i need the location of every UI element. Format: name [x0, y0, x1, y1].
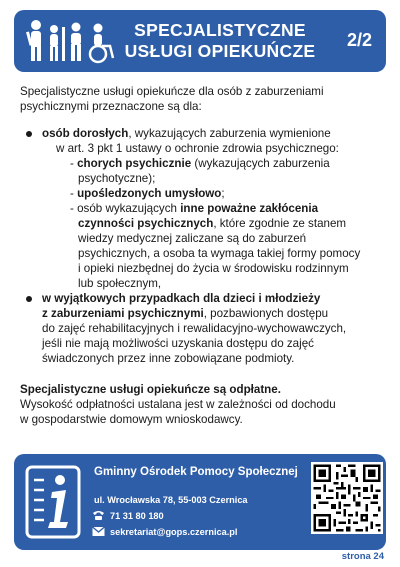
main-content — [20, 84, 382, 427]
sub-line: psychotyczne); — [78, 172, 156, 185]
bullet-line — [42, 291, 382, 306]
sub-line: lub społecznym, — [78, 277, 162, 290]
sub-line: wiedzy medycznej zaliczane są do zaburzeń — [78, 232, 307, 245]
info-document-icon — [24, 464, 82, 540]
text: (wykazujących zaburzenia — [191, 157, 330, 170]
payment-note — [20, 382, 382, 427]
title-line-1: SPECJALISTYCZNE — [134, 20, 306, 40]
email-text[interactable]: sekretariat@gops.czernica.pl — [110, 527, 238, 537]
text: , wykazujących zaburzenia wymienione — [128, 127, 331, 140]
organization-name: Gminny Ośrodek Pomocy Społecznej — [94, 466, 298, 478]
payment-heading — [20, 382, 382, 397]
text: , które zgodnie ze stanem — [213, 217, 347, 230]
sub-line — [70, 156, 382, 171]
header-banner — [14, 10, 386, 72]
intro-line: psychicznymi przeznaczone są dla: — [20, 100, 202, 113]
bold-text: w wyjątkowych przypadkach dla dzieci i młodzieży — [42, 292, 321, 305]
bold-text: upośledzonych umysłowo — [77, 187, 222, 200]
intro-line: Specjalistyczne usługi opiekuńcze dla osób z zaburzeniami — [20, 85, 324, 98]
text: ; — [221, 187, 225, 200]
title-line-2: USŁUGI OPIEKUŃCZE — [124, 41, 316, 61]
sub-line — [70, 201, 382, 216]
payment-line: w gospodarstwie domowym wnioskodawcy. — [20, 413, 243, 426]
bullet-line: świadczonych przez inne zobowiązane podmioty. — [42, 352, 295, 365]
bold-text: chorych psychicznie — [77, 157, 192, 170]
bold-text: inne poważne zakłócenia — [180, 202, 319, 215]
dash: - — [70, 187, 78, 200]
sub-item-other-disorders — [70, 201, 382, 291]
bold-text: czynności psychicznych — [78, 217, 214, 230]
payment-line: Wysokość odpłatności ustalana jest w zależności od dochodu — [20, 398, 336, 411]
contact-footer — [14, 454, 386, 550]
sub-item-mental-illness — [70, 156, 382, 186]
page-number: strona 24 — [341, 551, 384, 562]
people-disability-icon — [24, 18, 116, 64]
sub-line: i opieki niezbędnej do życia w środowisku rodzinnym — [78, 262, 349, 275]
list-item-children — [20, 291, 382, 366]
bullet-line — [42, 126, 382, 141]
text: - osób wykazujących — [70, 202, 181, 215]
bullet-line: jeśli nie mają możliwości uzyskania dostępu do zajęć — [42, 337, 314, 350]
bullet-line: do zajęć rehabilitacyjnych i rewalidacyjno-wychowawczych, — [42, 322, 347, 335]
intro-paragraph — [20, 84, 382, 114]
sub-line — [70, 186, 382, 201]
sub-line: psychicznych, a osoba ta wymaga takiej formy pomocy — [78, 247, 361, 260]
sub-line — [70, 216, 382, 231]
phone-number[interactable] — [94, 511, 164, 521]
qr-code — [311, 462, 383, 534]
text: , pozbawionych dostępu — [203, 307, 329, 320]
page-indicator: 2/2 — [346, 30, 372, 50]
bold-text: z zaburzeniami psychicznymi — [42, 307, 204, 320]
email-address[interactable] — [94, 527, 237, 537]
bullet-line: w art. 3 pkt 1 ustawy o ochronie zdrowia psychicznego: — [56, 142, 339, 155]
eligibility-list — [20, 126, 382, 366]
address: ul. Wrocławska 78, 55-003 Czernica — [94, 495, 248, 505]
bullet-line — [42, 306, 382, 321]
page-title — [120, 20, 320, 62]
bold-text: osób dorosłych — [42, 127, 129, 140]
sub-item-intellectual-disability — [70, 186, 382, 201]
bold-text: Specjalistyczne usługi opiekuńcze są odpłatne. — [20, 383, 281, 396]
list-item-adults — [20, 126, 382, 291]
sub-list — [42, 156, 382, 291]
phone-text[interactable]: 71 31 80 180 — [110, 511, 164, 521]
dash: - — [70, 157, 78, 170]
